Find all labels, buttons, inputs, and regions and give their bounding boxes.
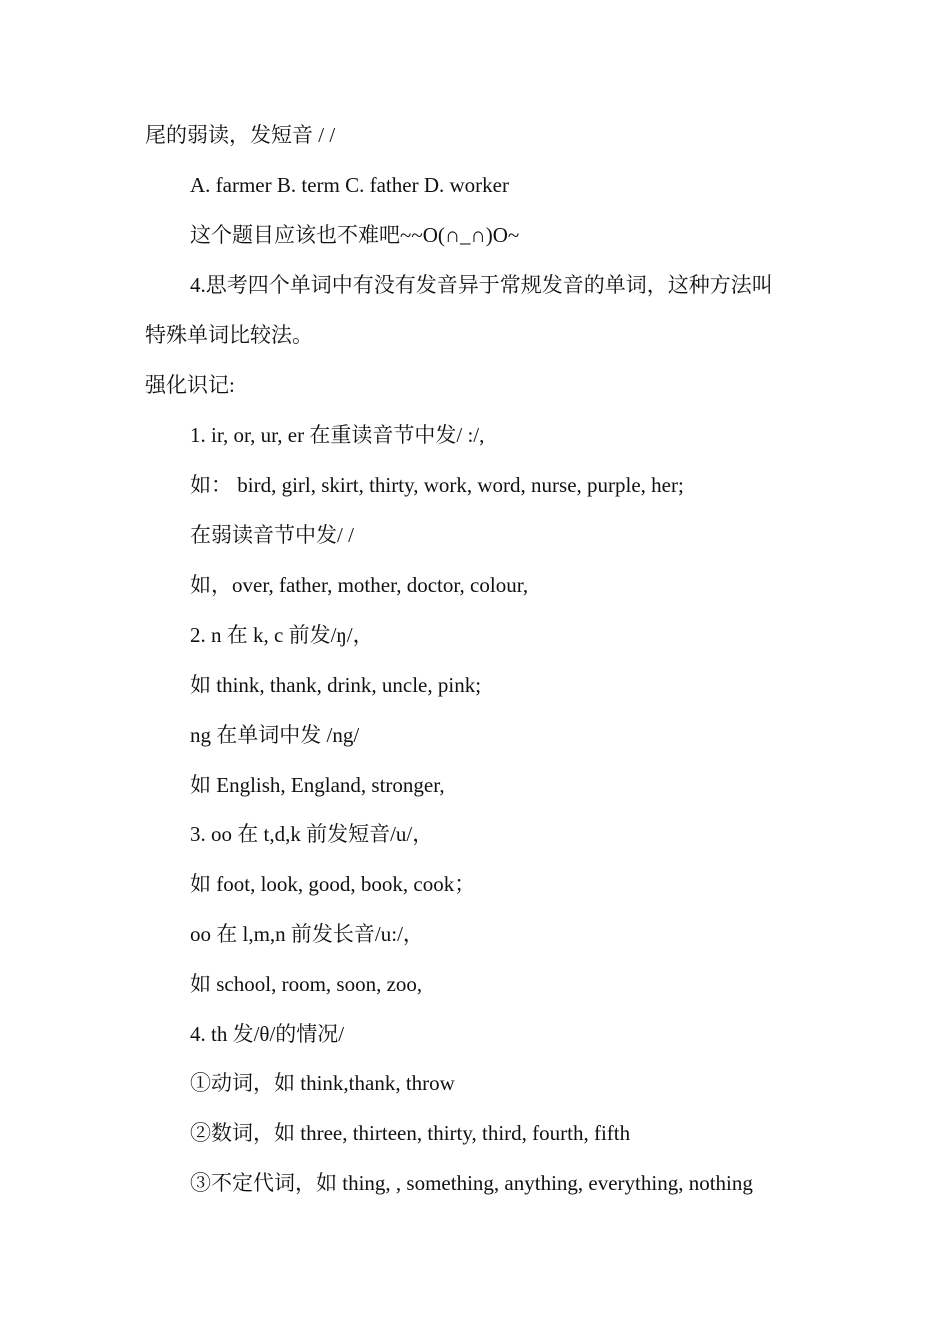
text-line-16: 如 foot, look, good, book, cook； xyxy=(190,872,476,896)
text-line-10: 如，over, father, mother, doctor, colour, xyxy=(190,573,529,597)
text-line-1: 尾的弱读，发短音 / / xyxy=(145,123,336,147)
text-line-9: 在弱读音节中发/ / xyxy=(190,523,354,547)
text-line-13: ng 在单词中发 /ng/ xyxy=(190,723,360,747)
text-line-2: A. farmer B. term C. father D. worker xyxy=(190,173,509,197)
text-line-14: 如 English, England, stronger, xyxy=(190,773,445,797)
text-line-19: 4. th 发/θ/的情况/ xyxy=(190,1022,345,1046)
text-line-5: 特殊单词比较法。 xyxy=(145,323,313,347)
text-line-18: 如 school, room, soon, zoo, xyxy=(190,972,423,996)
text-line-20: ①动词，如 think,thank, throw xyxy=(190,1071,455,1095)
text-line-17: oo 在 l,m,n 前发长音/u:/， xyxy=(190,922,424,946)
text-line-11: 2. n 在 k, c 前发/ŋ/， xyxy=(190,623,374,647)
text-line-7: 1. ir, or, ur, er 在重读音节中发/ :/, xyxy=(190,423,485,447)
text-line-4: 4.思考四个单词中有没有发音异于常规发音的单词，这种方法叫 xyxy=(190,273,773,297)
text-line-3: 这个题目应该也不难吧~~O(∩_∩)O~ xyxy=(190,223,520,247)
text-line-21: ②数词，如 three, thirteen, thirty, third, fourth, fifth xyxy=(190,1121,631,1145)
text-line-12: 如 think, thank, drink, uncle, pink; xyxy=(190,673,482,697)
section-heading: 强化识记: xyxy=(145,373,235,397)
text-line-22: ③不定代词，如 thing, , something, anything, everything, nothing xyxy=(190,1171,753,1195)
text-line-15: 3. oo 在 t,d,k 前发短音/u/， xyxy=(190,822,434,846)
text-line-8: 如： bird, girl, skirt, thirty, work, word, nurse, purple, her; xyxy=(190,473,684,497)
